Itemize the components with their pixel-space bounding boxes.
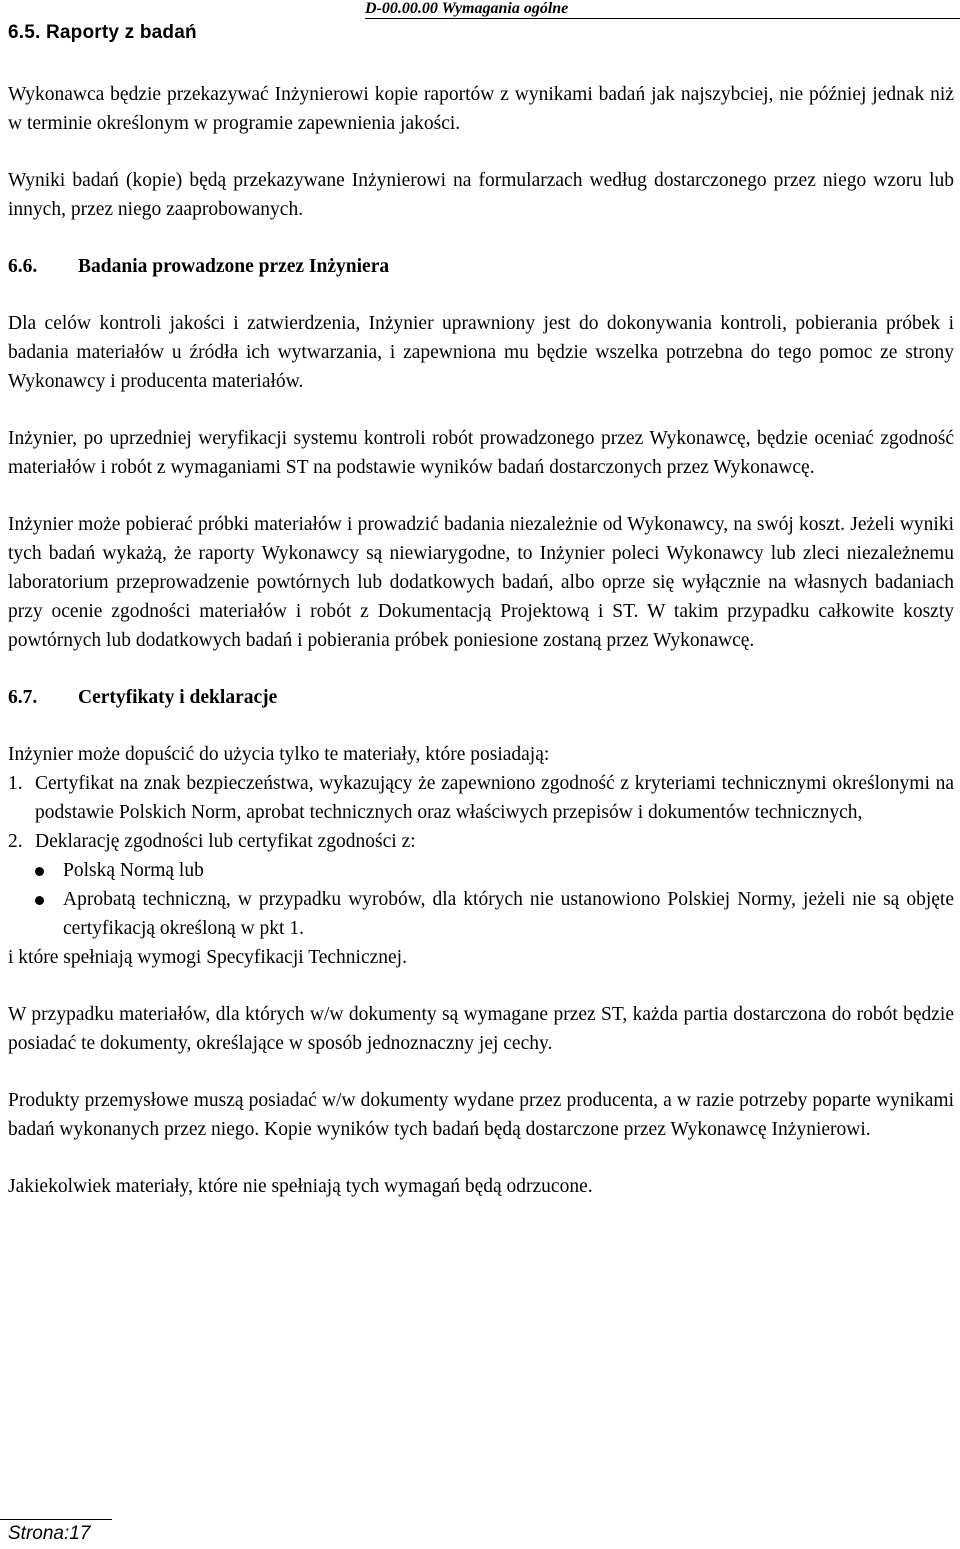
paragraph-reports-1: Wykonawca będzie przekazywać Inżynierowi kopie raportów z wynikami badań jak najszybciej, nie później jednak niż w terminie określonym w programie zapewnienia jakości. [8, 84, 954, 134]
section-heading-6-6 [8, 252, 954, 281]
paragraph-cert-products: Produkty przemysłowe muszą posiadać w/w dokumenty wydane przez producenta, a w razie potrzeby poparte wynikami badań wykonanych przez niego. Kopie wyników tych badań będą dostarczone przez Wykonawcę Inżynierowi. [8, 1090, 954, 1140]
page-footer [0, 1519, 112, 1549]
section-number: 6.7. [8, 687, 38, 708]
page-number: Strona:17 [8, 1523, 91, 1544]
bullet-icon [8, 885, 63, 943]
paragraph-cert-rejection: Jakiekolwiek materiały, które nie spełniają tych wymagań będą odrzucone. [8, 1176, 593, 1197]
bullet-list [8, 856, 954, 943]
section-heading-6-7 [8, 683, 954, 712]
header-rule [365, 18, 960, 19]
bullet-icon [8, 856, 63, 885]
bullet-item [8, 885, 954, 943]
section-title: Badania prowadzone przez Inżyniera [78, 256, 390, 277]
bullet-item [8, 856, 954, 885]
document-code: D-00.00.00 Wymagania ogólne [365, 0, 569, 17]
bullet-text: Polską Normą lub [63, 860, 204, 881]
list-item [8, 827, 954, 856]
bullet-text: Aprobatą techniczną, w przypadku wyrobów, dla których nie ustanowiono Polskiej Normy, jeżeli nie są objęte certyfikacją określoną w pkt 1. [63, 889, 954, 939]
list-item-text: Deklarację zgodności lub certyfikat zgodności z: [35, 831, 416, 852]
list-number: 2. [8, 831, 23, 852]
list-item [8, 769, 954, 827]
list-item-text: Certyfikat na znak bezpieczeństwa, wykazujący że zapewniono zgodność z kryteriami technicznymi określonymi na podstawie Polskich Norm, aprobat technicznych oraz właściwych przepisów i dokumentów technicznych, [35, 773, 954, 823]
section-heading-6-5: 6.5. Raporty z badań [8, 22, 197, 43]
paragraph-inspector-3: Inżynier może pobierać próbki materiałów i prowadzić badania niezależnie od Wykonawcy, na swój koszt. Jeżeli wyniki tych badań wykażą, że raporty Wykonawcy są niewiarygodne, to Inżynier poleci Wykonawcy lub zleci niezależnemu laboratorium przeprowadzenie powtórnych lub dodatkowych badań, albo oprze się wyłącznie na własnych badaniach przy ocenie zgodności materiałów i robót z Dokumentacją Projektową i ST. W takim przypadku całkowite koszty powtórnych lub dodatkowych badań i pobierania próbek poniesione zostaną przez Wykonawcę. [8, 514, 954, 651]
paragraph-inspector-1: Dla celów kontroli jakości i zatwierdzenia, Inżynier uprawniony jest do dokonywania kontroli, pobierania próbek i badania materiałów u źródła ich wytwarzania, i zapewniona mu będzie wszelka potrzebna do tego pomoc ze strony Wykonawcy i producenta materiałów. [8, 313, 954, 392]
paragraph-cert-requirement: i które spełniają wymogi Specyfikacji Technicznej. [8, 947, 407, 968]
numbered-list [8, 769, 954, 856]
section-number: 6.6. [8, 256, 38, 277]
section-title: Certyfikaty i deklaracje [78, 687, 278, 708]
paragraph-reports-2: Wyniki badań (kopie) będą przekazywane Inżynierowi na formularzach według dostarczonego przez niego wzoru lub innych, przez niego zaaprobowanych. [8, 170, 954, 220]
list-number: 1. [8, 773, 23, 794]
paragraph-cert-batches: W przypadku materiałów, dla których w/w dokumenty są wymagane przez ST, każda partia dostarczona do robót będzie posiadać te dokumenty, określające w sposób jednoznaczny jej cechy. [8, 1004, 954, 1054]
paragraph-inspector-2: Inżynier, po uprzedniej weryfikacji systemu kontroli robót prowadzonego przez Wykonawcę, będzie oceniać zgodność materiałów i robót z wymaganiami ST na podstawie wyników badań dostarczonych przez Wykonawcę. [8, 428, 954, 478]
paragraph-cert-intro: Inżynier może dopuścić do użycia tylko te materiały, które posiadają: [8, 744, 550, 765]
page-content [8, 80, 954, 1229]
